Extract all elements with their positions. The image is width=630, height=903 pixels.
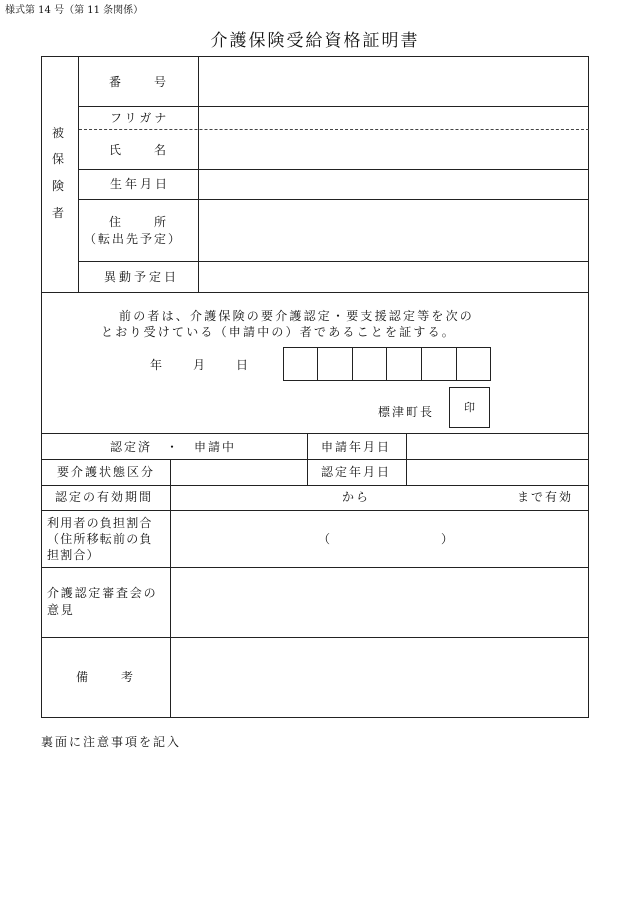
status-options[interactable]: 認定済 ・ 申請中: [110, 440, 237, 454]
care-level-label: 要介護状態区分: [57, 465, 156, 479]
valid-period-label: 認定の有効期間: [55, 490, 154, 504]
insured-label-4: 者: [52, 206, 65, 220]
valid-period-field[interactable]: [171, 486, 588, 510]
valid-from-label: から: [342, 490, 371, 504]
number-label: 番 号: [109, 75, 170, 89]
application-date-label: 申請年月日: [321, 440, 392, 454]
move-date-field[interactable]: [199, 262, 588, 292]
valid-until-label: まで有効: [517, 490, 574, 504]
certification-text-1: 前の者は、介護保険の要介護認定・要支援認定等を次の: [119, 309, 475, 323]
burden-label-1: 利用者の負担割合: [47, 516, 153, 530]
application-date-field[interactable]: [408, 434, 588, 459]
number-box-group[interactable]: [283, 347, 491, 381]
seal-label: 印: [464, 401, 475, 414]
birth-date-field[interactable]: [199, 170, 588, 199]
burden-paren-close: ）: [441, 532, 454, 546]
move-date-label: 異動予定日: [104, 270, 180, 284]
month-label: 月: [193, 358, 206, 372]
address-label: 住 所: [109, 215, 170, 229]
burden-label-2: （住所移転前の負: [47, 532, 153, 546]
furigana-field[interactable]: [199, 107, 588, 129]
insured-label-3: 険: [52, 179, 65, 193]
committee-label-2: 意見: [47, 603, 75, 617]
certification-text-2: とおり受けている（申請中の）者であることを証する。: [101, 325, 457, 339]
committee-opinion-field[interactable]: [171, 568, 588, 637]
remarks-label: 備 考: [76, 670, 137, 684]
burden-paren-open: （: [318, 532, 331, 546]
page-title: 介護保険受給資格証明書: [210, 31, 420, 51]
burden-label-3: 担割合）: [47, 548, 100, 562]
remarks-field[interactable]: [171, 638, 588, 717]
number-field[interactable]: [199, 57, 588, 106]
address-label-sub: （転出先予定）: [84, 232, 183, 246]
furigana-label: フリガナ: [110, 111, 170, 125]
cert-date-label: 認定年月日: [321, 465, 392, 479]
furigana-divider: [79, 129, 589, 130]
committee-label-1: 介護認定審査会の: [47, 586, 158, 600]
cert-date-field[interactable]: [408, 460, 588, 485]
mayor-label: 標津町長: [378, 405, 435, 419]
form-reference: 様式第 14 号（第 11 条関係）: [5, 5, 144, 16]
day-label: 日: [236, 358, 249, 372]
burden-ratio-field[interactable]: [171, 511, 588, 567]
birth-date-label: 生年月日: [110, 177, 171, 191]
year-label: 年: [150, 358, 163, 372]
name-label: 氏 名: [109, 143, 170, 157]
care-level-field[interactable]: [171, 460, 307, 485]
name-field[interactable]: [199, 131, 588, 169]
insured-label-1: 被: [52, 126, 65, 140]
footer-note: 裏面に注意事項を記入: [41, 735, 182, 749]
address-field[interactable]: [199, 200, 588, 261]
insured-label-2: 保: [52, 152, 65, 166]
